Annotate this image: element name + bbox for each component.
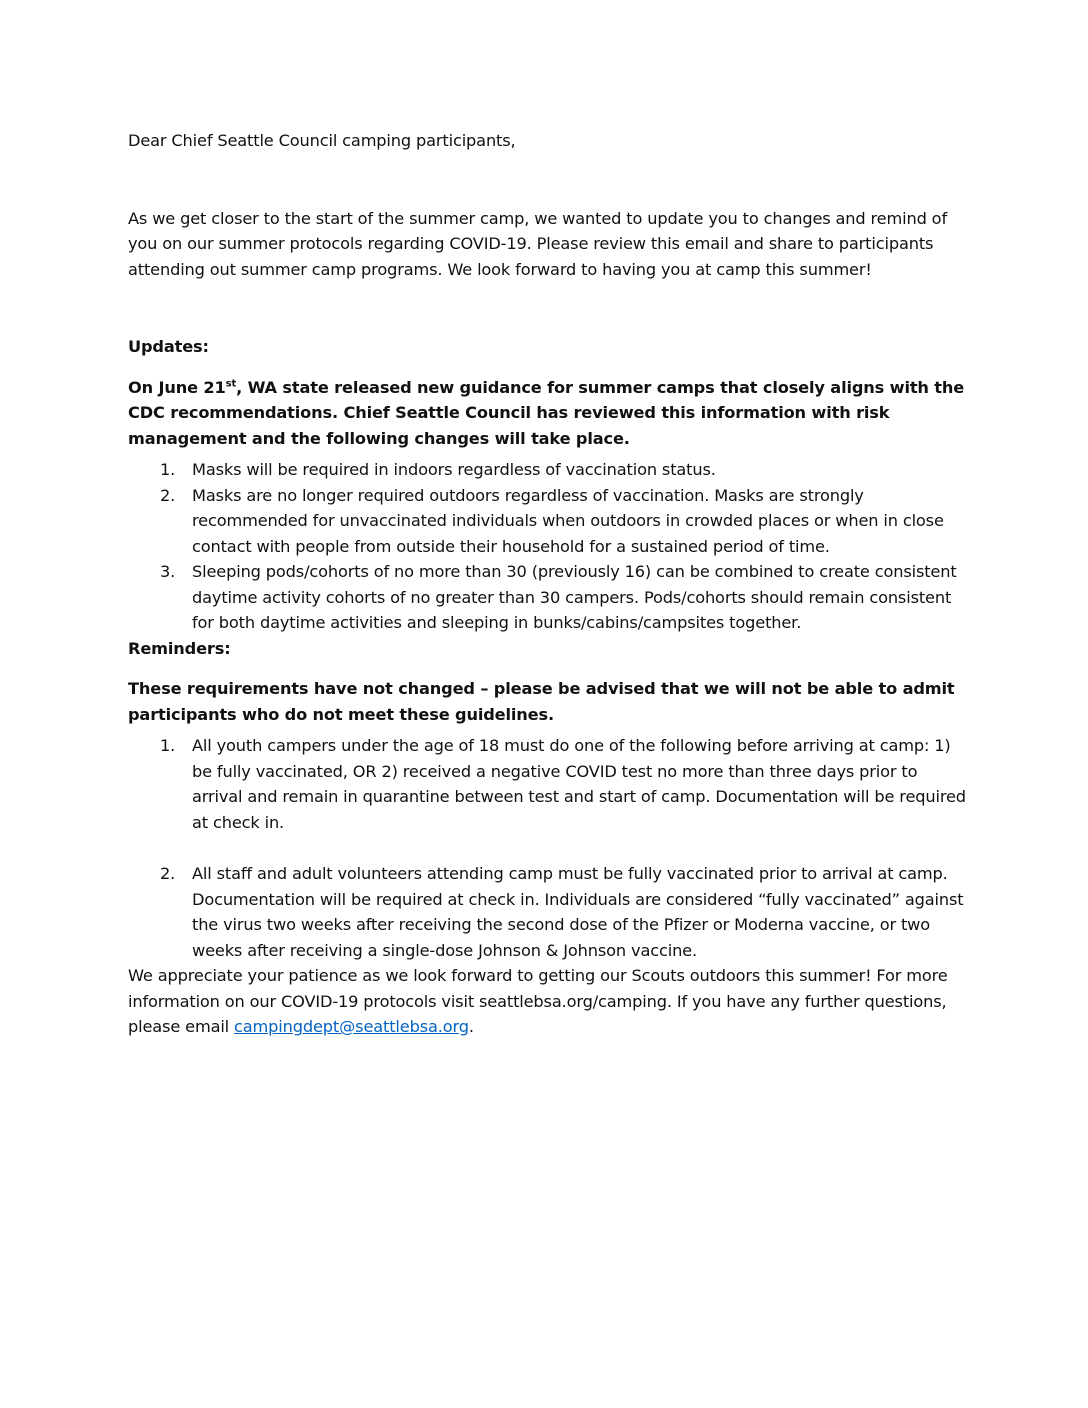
list-item-text: Masks are no longer required outdoors regardless of vaccination. Masks are strongly recommended for unvaccinated individuals when outdoors in crowded places or when in close contact with people from outside their household for a sustained period of time.: [192, 485, 944, 556]
letter-body: [128, 128, 968, 1040]
updates-lead-rest: , WA state released new guidance for summer camps that closely aligns with the CDC recommendations. Chief Seattle Council has reviewed this information with risk management and the following changes will take place.: [128, 377, 965, 448]
list-item-text: Sleeping pods/cohorts of no more than 30 (previously 16) can be combined to create consistent daytime activity cohorts of no greater than 30 campers. Pods/cohorts should remain consistent for both daytime activities and sleeping in bunks/cabins/campsites together.: [192, 562, 957, 632]
list-item: [128, 457, 968, 483]
reminders-heading: Reminders:: [128, 638, 231, 658]
list-item: [128, 559, 968, 636]
updates-lead-paragraph: [128, 375, 968, 452]
updates-lead-start: On June 21: [128, 377, 226, 397]
list-item-text: Masks will be required in indoors regardless of vaccination status.: [192, 460, 716, 479]
updates-list: [128, 457, 968, 636]
reminders-lead-paragraph: These requirements have not changed – please be advised that we will not be able to admit participants who do not meet these guidelines.: [128, 679, 955, 724]
list-item-number: 3.: [160, 562, 176, 581]
greeting: Dear Chief Seattle Council camping participants,: [128, 131, 516, 150]
list-item-number: 2.: [160, 864, 176, 883]
closing-paragraph: [128, 963, 968, 1040]
list-item: [128, 483, 968, 560]
list-item: [128, 733, 968, 835]
list-item-number: 1.: [160, 460, 176, 479]
list-item-text: All youth campers under the age of 18 must do one of the following before arriving at camp: 1) be fully vaccinated, OR 2) received a negative COVID test no more than three days prior to arrival and remain in quarantine between test and start of camp. Documentation will be required at check in.: [192, 736, 966, 832]
intro-paragraph: As we get closer to the start of the summer camp, we wanted to update you to changes and remind of you on our summer protocols regarding COVID-19. Please review this email and share to participants attending out summer camp programs. We look forward to having you at camp this summer!: [128, 208, 947, 279]
reminders-list: [128, 733, 968, 963]
closing-text: We appreciate your patience as we look forward to getting our Scouts outdoors this summer! For more information on our COVID-19 protocols visit seattlebsa.org/camping. If you have any further questions, please email: [128, 966, 948, 1036]
list-item-text: All staff and adult volunteers attending camp must be fully vaccinated prior to arrival at camp. Documentation will be required at check in. Individuals are considered “fully vaccinated” against the virus two weeks after receiving the second dose of the Pfizer or Moderna vaccine, or two weeks after receiving a single-dose Johnson & Johnson vaccine.: [192, 864, 964, 960]
closing-period: .: [468, 1017, 474, 1036]
updates-heading: Updates:: [128, 337, 209, 356]
ordinal-suffix: st: [225, 378, 237, 390]
list-item: [128, 861, 968, 963]
list-item-number: 1.: [160, 736, 176, 755]
list-item-number: 2.: [160, 485, 176, 505]
email-link[interactable]: campingdept@seattlebsa.org: [234, 1017, 469, 1036]
